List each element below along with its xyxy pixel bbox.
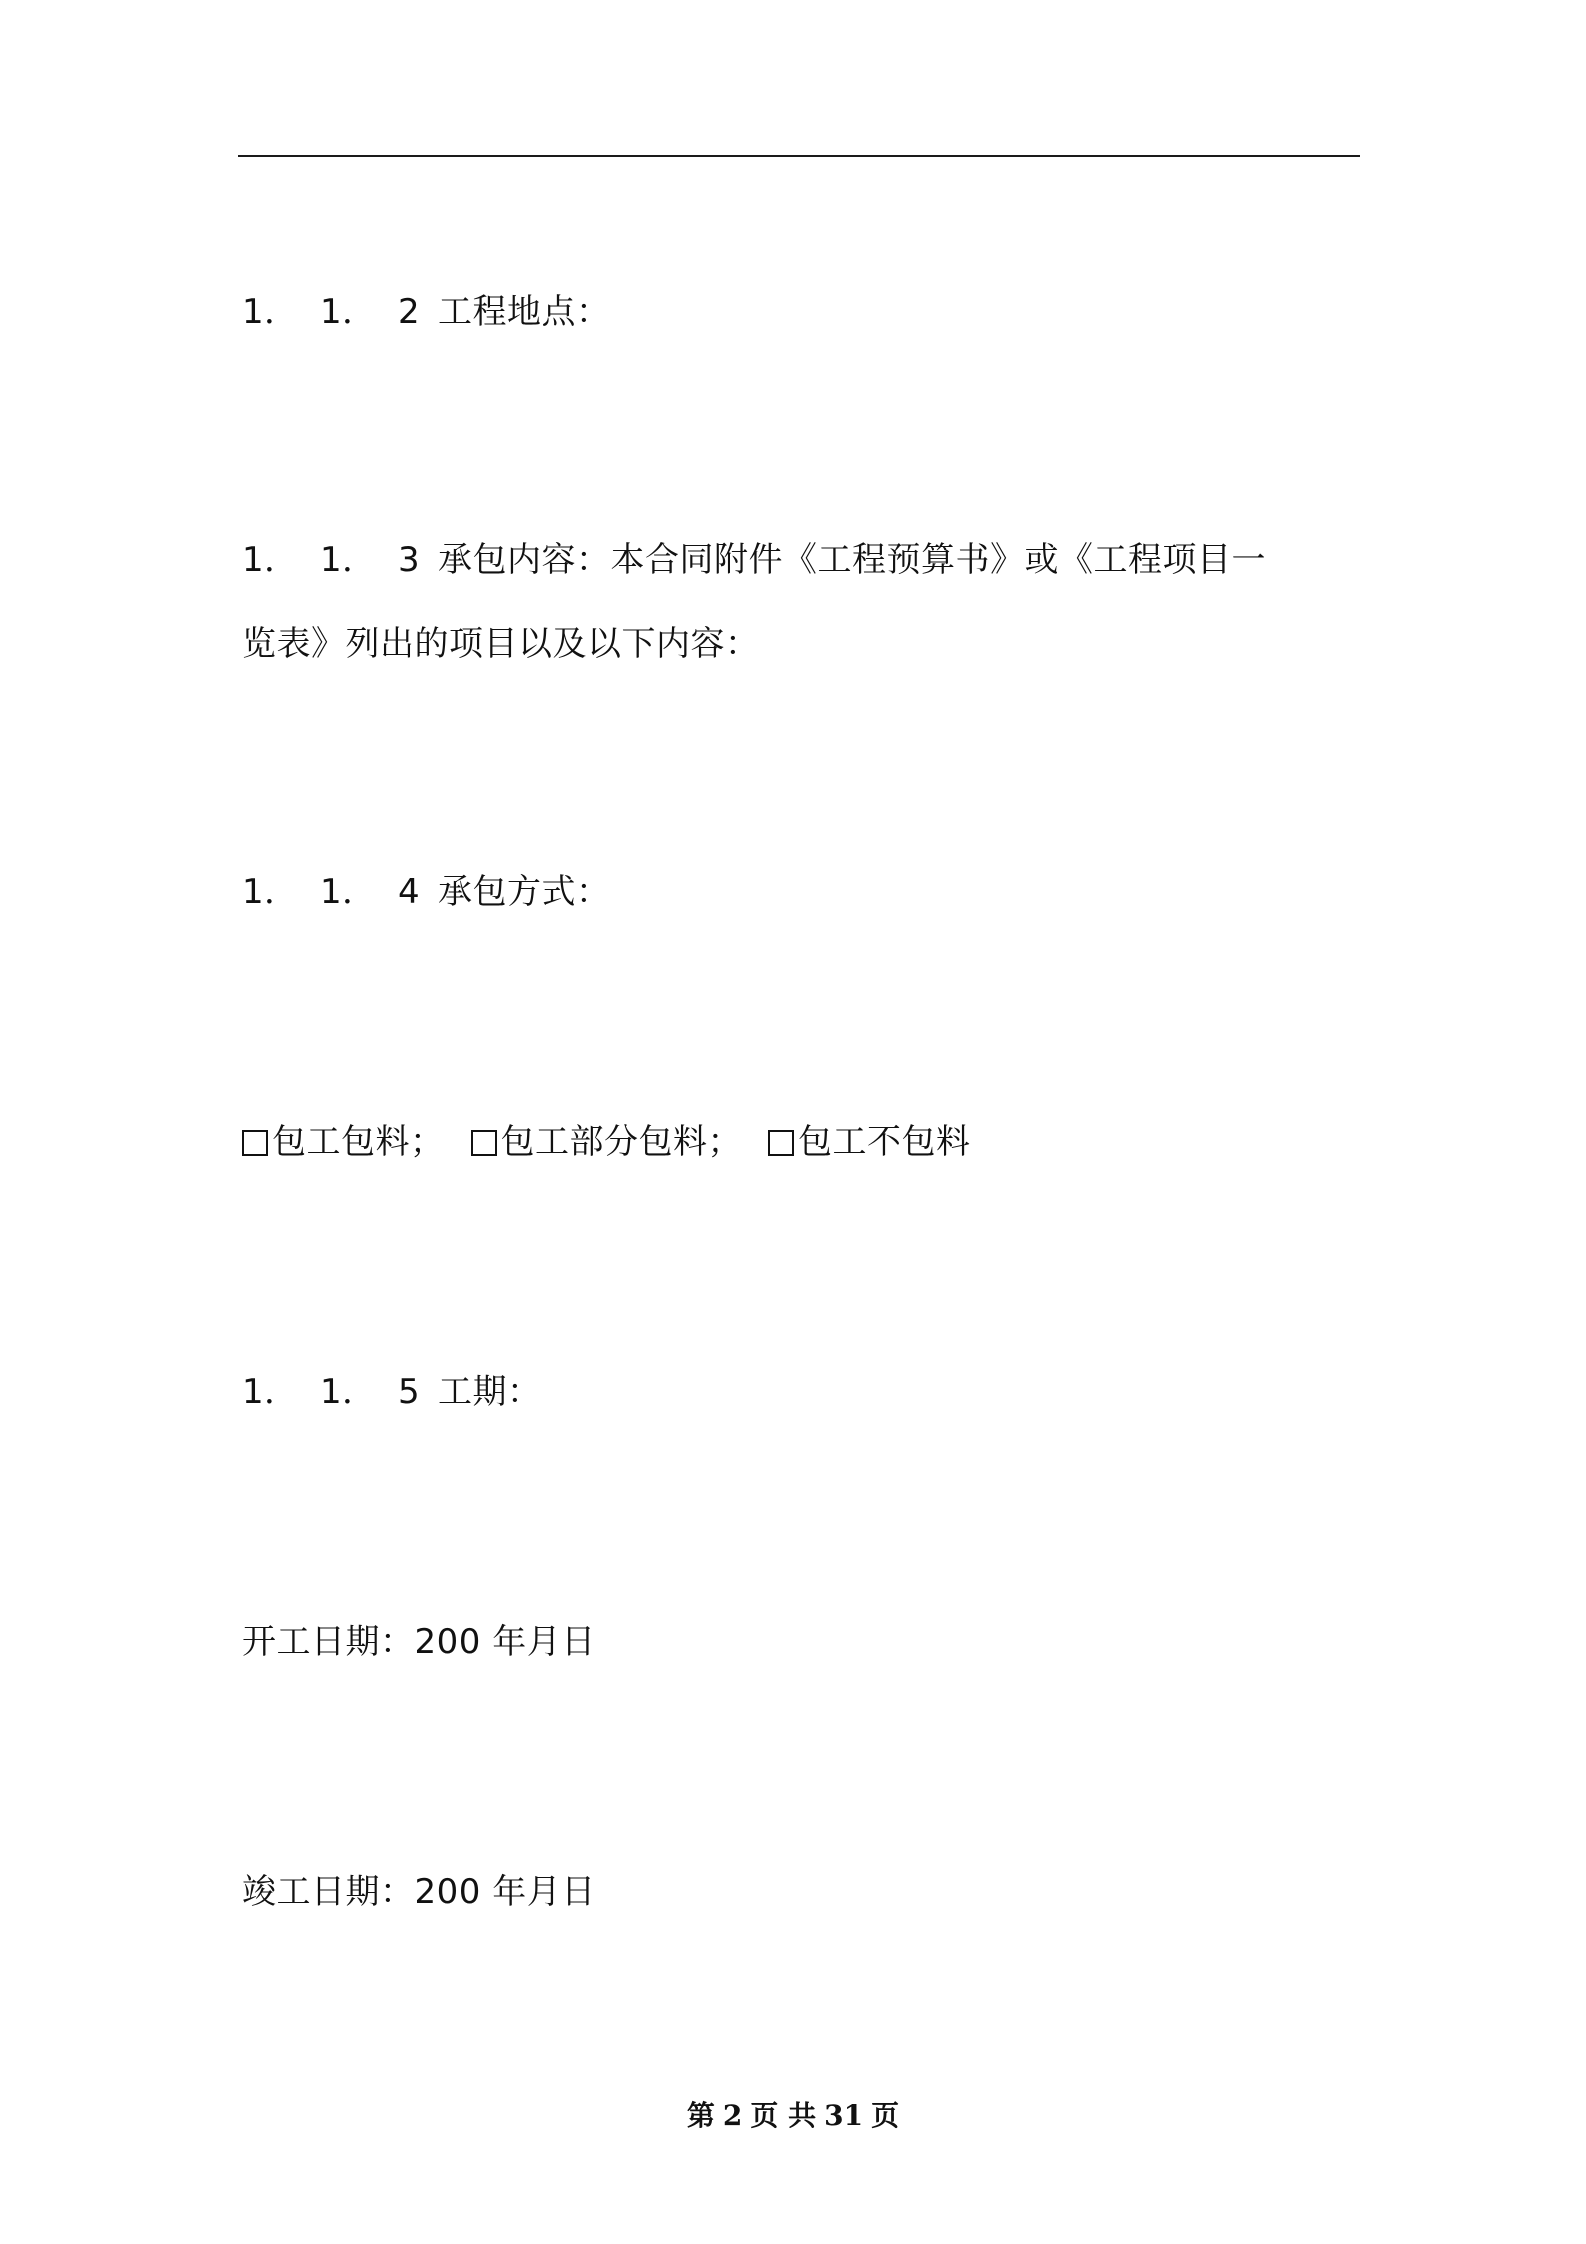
option-labor-partial-materials[interactable]: 包工部分包料； — [471, 1120, 743, 1164]
footer-prefix: 第 — [686, 2099, 715, 2132]
end-date-line — [242, 1870, 596, 1914]
page-footer — [0, 2098, 1586, 2134]
clause-1-1-3-continuation: 览表》列出的项目以及以下内容： — [242, 624, 760, 664]
clause-1-1-2 — [242, 290, 611, 334]
footer-suffix: 页 — [871, 2099, 900, 2132]
clause-title: 工期： — [438, 1372, 542, 1412]
contract-method-options — [242, 1120, 971, 1166]
option-labor-only[interactable]: 包工不包料 — [768, 1120, 971, 1164]
current-page-number: 2 — [722, 2099, 743, 2132]
end-date-label: 竣工日期： — [242, 1872, 415, 1912]
clause-title: 承包内容：本合同附件《工程预算书》或《工程项目一 — [438, 540, 1266, 580]
checkbox-icon[interactable] — [768, 1130, 794, 1156]
clause-1-1-3 — [242, 538, 1266, 582]
checkbox-icon[interactable] — [471, 1130, 497, 1156]
clause-number: 1． 1． 4 — [242, 872, 421, 912]
clause-1-1-5 — [242, 1370, 542, 1414]
clause-number: 1． 1． 2 — [242, 292, 421, 332]
clause-number: 1． 1． 5 — [242, 1372, 421, 1412]
end-date-value: 200 年月日 — [414, 1872, 596, 1912]
clause-title: 工程地点： — [438, 292, 611, 332]
start-date-value: 200 年月日 — [414, 1622, 596, 1662]
clause-number: 1． 1． 3 — [242, 540, 421, 580]
start-date-label: 开工日期： — [242, 1622, 415, 1662]
option-labor-and-materials[interactable]: 包工包料； — [242, 1120, 445, 1164]
clause-title: 承包方式： — [438, 872, 611, 912]
header-rule — [238, 155, 1360, 157]
clause-1-1-4 — [242, 870, 611, 914]
total-page-count: 31 — [824, 2099, 864, 2132]
footer-middle: 页 共 — [750, 2099, 817, 2132]
start-date-line — [242, 1620, 596, 1664]
checkbox-icon[interactable] — [242, 1130, 268, 1156]
